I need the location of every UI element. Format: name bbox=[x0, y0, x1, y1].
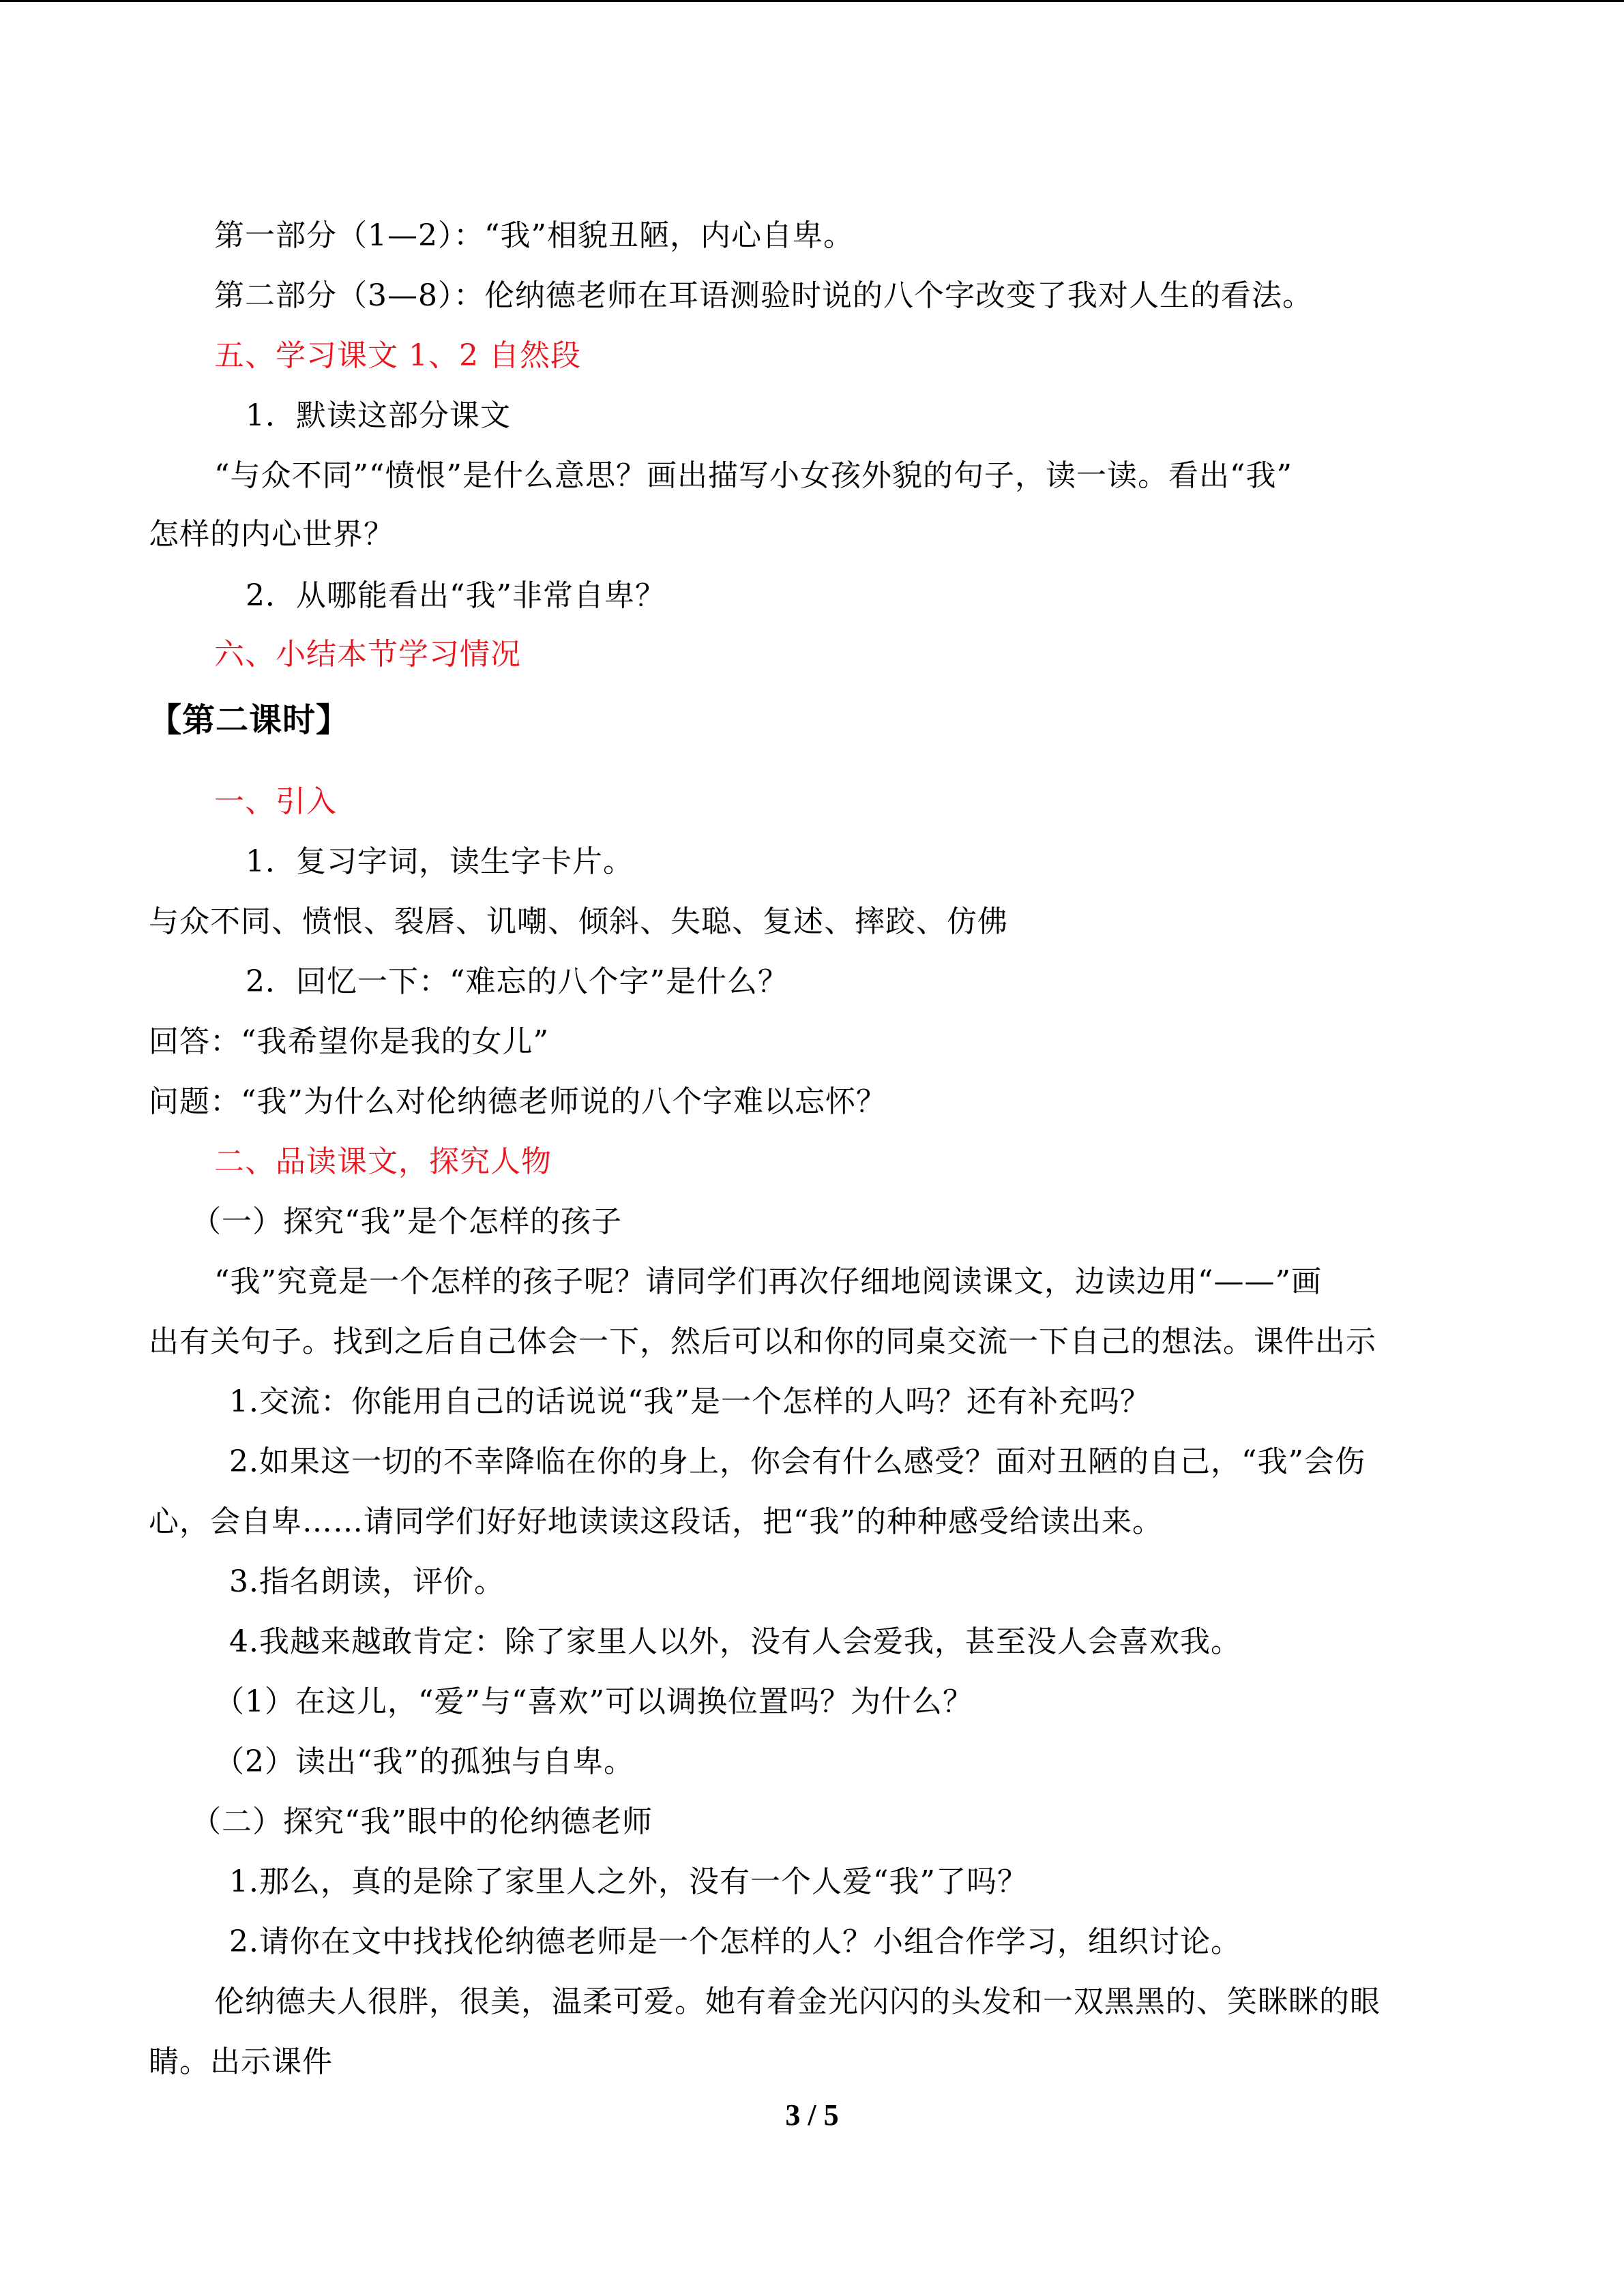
text-line: 伦纳德夫人很胖，很美，温柔可爱。她有着金光闪闪的头发和一双黑黑的、笑眯眯的眼 bbox=[214, 1984, 1381, 2019]
text-line: 4.我越来越敢肯定：除了家里人以外，没有人会爱我，甚至没人会喜欢我。 bbox=[229, 1624, 1241, 1659]
text-line: “与众不同”“愤恨”是什么意思？画出描写小女孩外貌的句子，读一读。看出“我” bbox=[214, 458, 1293, 493]
text-line: 2.请你在文中找找伦纳德老师是一个怎样的人？小组合作学习，组织讨论。 bbox=[229, 1924, 1241, 1959]
lesson-heading: 【第二课时】 bbox=[149, 701, 350, 739]
text-line: 怎样的内心世界？ bbox=[149, 517, 394, 552]
page-number: 3 / 5 bbox=[785, 2098, 839, 2132]
text-line: （1）在这儿，“爱”与“喜欢”可以调换位置吗？为什么？ bbox=[214, 1684, 973, 1719]
text-line: 心，会自卑……请同学们好好地读读这段话，把“我”的种种感受给读出来。 bbox=[149, 1504, 1163, 1539]
text-line: 回答：“我希望你是我的女儿” bbox=[149, 1024, 549, 1059]
text-line: 出有关句子。找到之后自己体会一下，然后可以和你的同桌交流一下自己的想法。课件出示 bbox=[149, 1324, 1376, 1359]
section-heading: 六、小结本节学习情况 bbox=[214, 637, 521, 672]
section-heading: 五、学习课文 1、2 自然段 bbox=[214, 338, 581, 373]
text-line: 1．复习字词，读生字卡片。 bbox=[246, 844, 634, 879]
text-line: （二）探究“我”眼中的伦纳德老师 bbox=[191, 1804, 653, 1839]
text-line: （2）读出“我”的孤独与自卑。 bbox=[214, 1744, 634, 1779]
text-line: 与众不同、愤恨、裂唇、讥嘲、倾斜、失聪、复述、摔跤、仿佛 bbox=[149, 904, 1008, 939]
text-line: 1.交流：你能用自己的话说说“我”是一个怎样的人吗？还有补充吗？ bbox=[229, 1384, 1151, 1419]
text-line: 1.那么，真的是除了家里人之外，没有一个人爱“我”了吗？ bbox=[229, 1864, 1028, 1899]
text-line: 问题：“我”为什么对伦纳德老师说的八个字难以忘怀？ bbox=[149, 1084, 887, 1119]
text-line: “我”究竟是一个怎样的孩子呢？请同学们再次仔细地阅读课文，边读边用“——”画 bbox=[214, 1264, 1322, 1299]
text-line: 2.如果这一切的不幸降临在你的身上，你会有什么感受？面对丑陋的自己，“我”会伤 bbox=[229, 1444, 1365, 1479]
section-heading: 一、引入 bbox=[214, 784, 337, 819]
text-line: 睛。出示课件 bbox=[149, 2044, 333, 2079]
page-top-border bbox=[0, 0, 1624, 2]
text-line: 2．回忆一下：“难忘的八个字”是什么？ bbox=[246, 964, 788, 999]
text-line: （一）探究“我”是个怎样的孩子 bbox=[191, 1204, 622, 1239]
text-line: 第二部分（3—8）：伦纳德老师在耳语测验时说的八个字改变了我对人生的看法。 bbox=[214, 278, 1313, 313]
section-heading: 二、品读课文，探究人物 bbox=[214, 1144, 552, 1179]
text-line: 2．从哪能看出“我”非常自卑？ bbox=[246, 578, 666, 613]
text-line: 第一部分（1—2）：“我”相貌丑陋，内心自卑。 bbox=[214, 218, 854, 253]
text-line: 3.指名朗读，评价。 bbox=[229, 1564, 505, 1599]
text-line: 1．默读这部分课文 bbox=[246, 398, 511, 433]
